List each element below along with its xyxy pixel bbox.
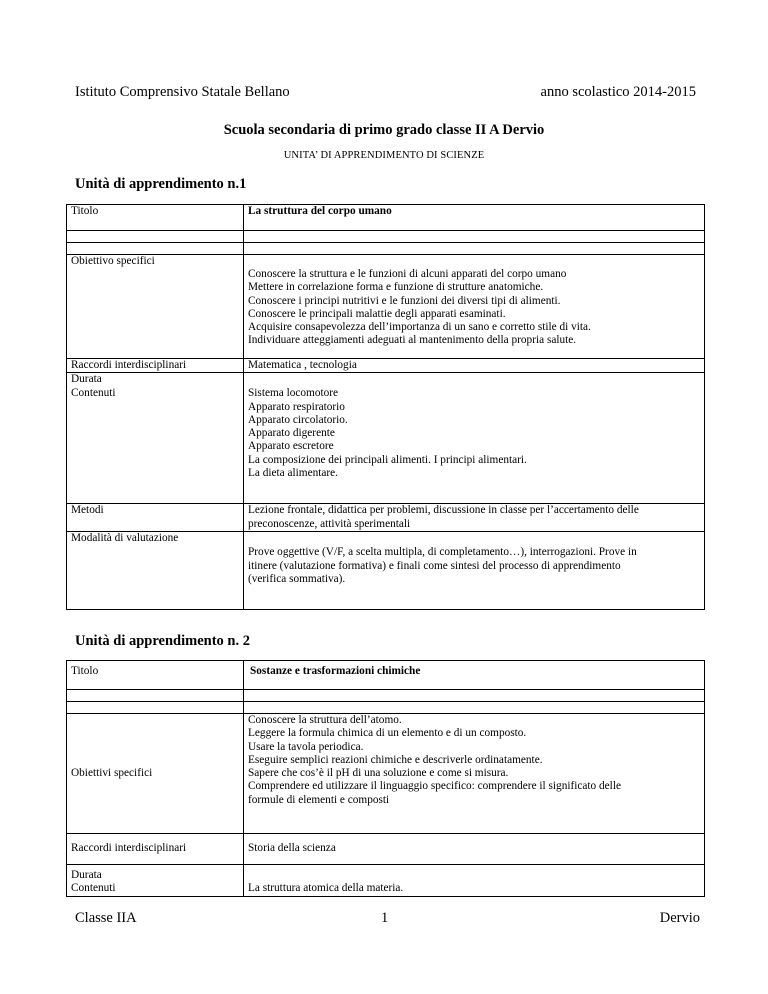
unit2-table [66,660,705,897]
unit1-valutazione-line-1: Prove oggettive (V/F, a scelta multipla, di completamento…), interrogazioni. Prove in [248,546,637,559]
unit1-contenuto-5: Apparato escretore [248,440,334,453]
unit2-obiettivo-7: formule di elementi e composti [248,793,390,806]
unit1-valutazione-line-2: itinere (valutazione formativa) e finali come sintesi del processo di apprendimento [248,559,621,572]
unit1-raccordi-label: Raccordi interdisciplinari [67,359,244,373]
unit1-metodi-cell [244,504,705,532]
unit2-titolo-value: Sostanze e trasformazioni chimiche [244,661,705,690]
unit2-obiettivo-2: Leggere la formula chimica di un elemento e di un composto. [248,727,527,740]
unit1-row-empty-2 [67,243,705,255]
unit1-obiettivi-cell [244,255,705,359]
unit1-metodi-line-2: preconoscenze, attività sperimentali [248,517,411,530]
unit1-contenuto-7: La dieta alimentare. [248,467,339,480]
unit1-raccordi-value: Matematica , tecnologia [244,359,705,373]
unit2-obiettivi-label: Obiettivi specifici [67,714,244,834]
unit1-contenuto-6: La composizione dei principali alimenti. I principi alimentari. [248,453,527,466]
footer-class: Classe IIA [75,910,137,926]
unit1-contenuti-cell [244,373,705,504]
unit1-row-empty-1 [67,231,705,243]
unit1-row-valutazione [67,532,705,610]
unit1-valutazione-cell [244,532,705,610]
unit1-obiettivo-6: Individuare atteggiamenti adeguati al mantenimento della propria salute. [248,334,577,347]
unit1-contenuti-label: Contenuti [71,386,116,399]
footer-location: Dervio [659,910,700,926]
unit2-row-durata-contenuti [67,865,705,897]
unit2-obiettivo-6: Comprendere ed utilizzare il linguaggio specifico: comprendere il significato delle [248,780,621,793]
unit2-obiettivi-cell [244,714,705,834]
unit2-durata-contenuti-labels [67,865,244,897]
unit1-row-titolo [67,205,705,231]
unit1-obiettivi-label: Obiettivo specifici [67,255,244,359]
unit1-durata-label: Durata [71,373,102,386]
unit1-obiettivo-1: Conoscere la struttura e le funzioni di alcuni apparati del corpo umano [248,268,567,280]
unit1-row-durata-contenuti [67,373,705,504]
unit1-obiettivo-5: Acquisire consapevolezza dell’importanza di un sano e corretto stile di vita. [248,321,591,334]
unit2-row-empty-1 [67,690,705,702]
unit1-contenuto-4: Apparato digerente [248,427,335,440]
unit2-row-obiettivi [67,714,705,834]
unit2-row-raccordi [67,834,705,865]
unit2-contenuti-label: Contenuti [71,882,116,895]
unit1-metodi-line-1: Lezione frontale, didattica per problemi, discussione in classe per l’accertamento delle [248,504,639,517]
unit2-raccordi-label: Raccordi interdisciplinari [67,834,244,865]
unit2-row-empty-2 [67,702,705,714]
unit1-contenuto-3: Apparato circolatorio. [248,413,348,426]
unit2-obiettivo-1: Conoscere la struttura dell’atomo. [248,714,402,726]
document-sub-subtitle: UNITA’ DI APPRENDIMENTO DI SCIENZE [283,150,485,161]
unit1-titolo-label: Titolo [67,205,244,231]
unit1-durata-contenuti-labels [67,373,244,504]
unit1-valutazione-label: Modalità di valutazione [67,532,244,610]
unit1-row-metodi [67,504,705,532]
unit1-obiettivo-3: Conoscere i principi nutritivi e le funzioni dei diversi tipi di alimenti. [248,294,561,307]
unit1-valutazione-line-3: (verifica sommativa). [248,572,346,585]
unit2-titolo-label: Titolo [67,661,244,690]
unit2-durata-label: Durata [71,869,102,881]
unit2-obiettivo-4: Eseguire semplici reazioni chimiche e descriverle ordinatamente. [248,753,543,766]
school-name: Istituto Comprensivo Statale Bellano [75,84,290,100]
unit1-contenuto-2: Apparato respiratorio [248,400,345,413]
school-year: anno scolastico 2014-2015 [540,84,696,100]
unit2-row-titolo [67,661,705,690]
unit2-contenuti-cell [244,865,705,897]
document-subtitle: Scuola secondaria di primo grado classe II A Dervio [223,122,545,138]
unit2-heading: Unità di apprendimento n. 2 [75,633,250,649]
unit1-contenuto-1: Sistema locomotore [248,387,339,400]
unit2-obiettivo-3: Usare la tavola periodica. [248,740,364,753]
unit1-table [66,204,705,610]
unit2-contenuto-1: La struttura atomica della materia. [248,882,404,894]
unit1-row-obiettivi [67,255,705,359]
unit1-metodi-label: Metodi [67,504,244,532]
unit2-obiettivo-5: Sapere che cos’è il pH di una soluzione e come si misura. [248,767,509,780]
unit1-obiettivo-2: Mettere in correlazione forma e funzione di strutture anatomiche. [248,281,544,294]
unit2-raccordi-value: Storia della scienza [244,834,705,865]
unit1-heading: Unità di apprendimento n.1 [75,176,247,192]
unit1-obiettivo-4: Conoscere le principali malattie degli apparati esaminati. [248,307,506,320]
unit1-titolo-value: La struttura del corpo umano [244,205,705,231]
footer-page-number: 1 [381,910,389,926]
unit1-row-raccordi [67,359,705,373]
